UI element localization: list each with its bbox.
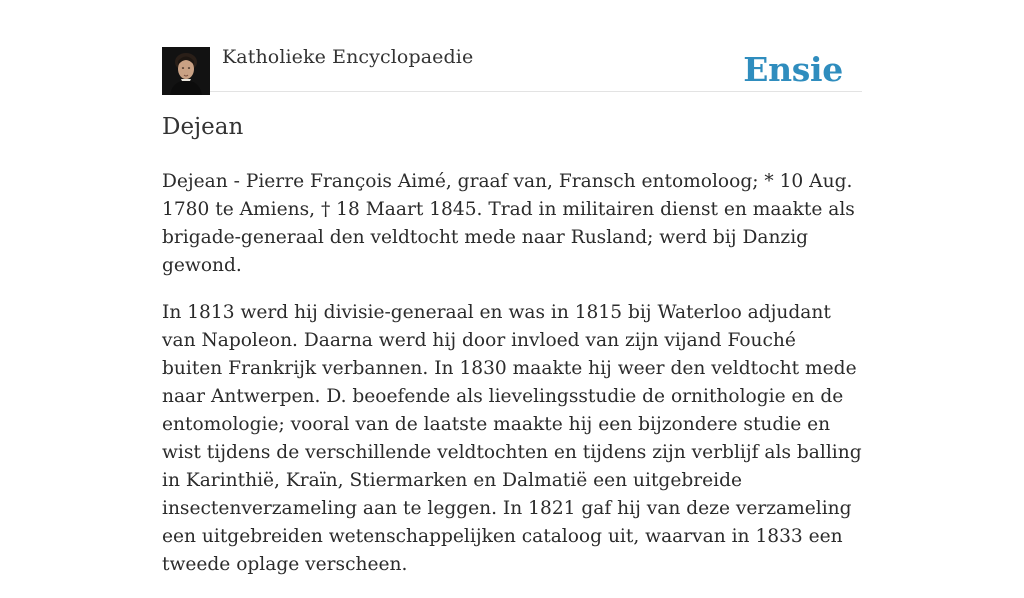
page-title: Dejean (162, 114, 244, 140)
portrait-icon (162, 47, 210, 95)
article-paragraph: Dejean - Pierre François Aimé, graaf van, Fransch entomoloog; * 10 Aug. 1780 te Amiens, † 18 Maart 1845. Trad in militairen dienst en maakte als brigade-generaal den veldtocht mede naar Rusland; werd bij Danzig gewond. (162, 171, 855, 276)
portrait-avatar[interactable] (162, 47, 210, 95)
article-body (162, 168, 862, 598)
source-title[interactable]: Katholieke Encyclopaedie (222, 46, 474, 68)
site-header (162, 45, 862, 92)
brand-logo[interactable]: Ensie (743, 50, 843, 89)
article-paragraph: In 1813 werd hij divisie-generaal en was in 1815 bij Waterloo adjudant van Napoleon. Daarna werd hij door invloed van zijn vijand Fouché buiten Frankrijk verbannen. In 1830 maakte hij weer den veldtocht mede naar Antwerpen. D. beoefende als lievelingsstudie de ornithologie en de entomologie; vooral van de laatste maakte hij een bijzondere studie en wist tijdens de verschillende veldtochten en tijdens zijn verblijf als balling in Karinthië, Kraïn, Stiermarken en Dalmatië een uitgebreide insectenverzameling aan te leggen. In 1821 gaf hij van deze verzameling een uitgebreiden wetenschappelijken cataloog uit, waarvan in 1833 een tweede oplage verscheen. (162, 302, 862, 575)
